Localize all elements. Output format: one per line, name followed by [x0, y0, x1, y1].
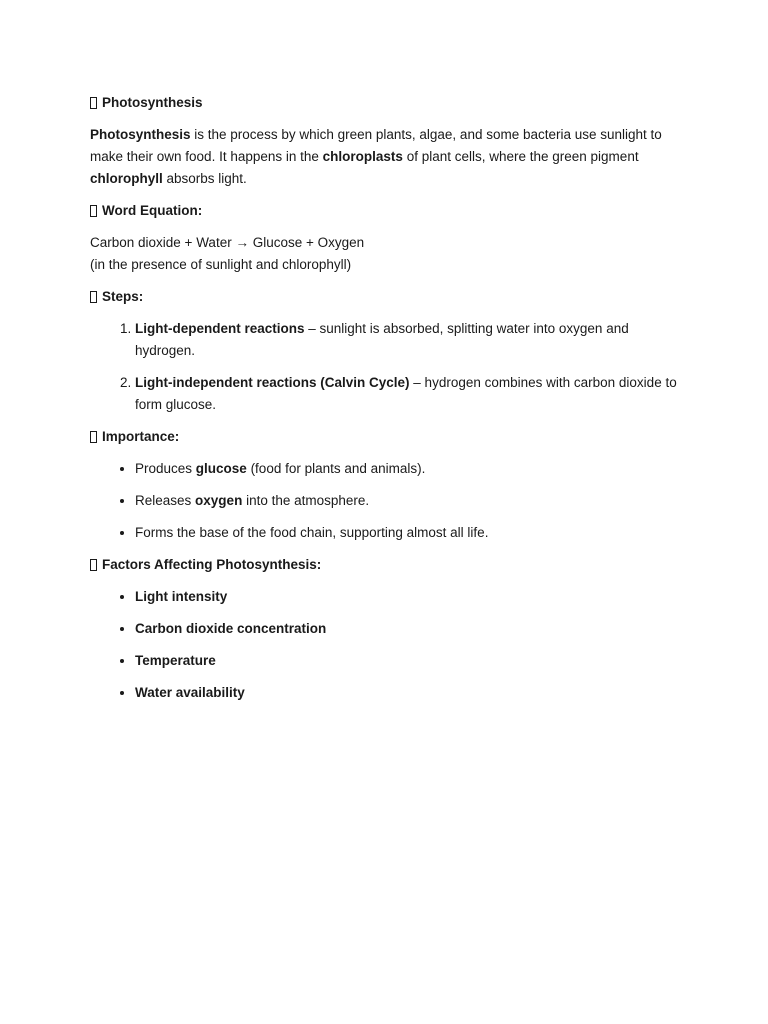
list-item: • Temperature	[135, 650, 678, 672]
intro-text-3: absorbs light.	[162, 171, 247, 186]
step-term: Light-independent reactions (Calvin Cycle)	[135, 375, 410, 390]
placeholder-glyph-icon	[90, 97, 97, 109]
word-equation-line: Carbon dioxide + Water → Glucose + Oxygen	[90, 235, 365, 250]
step-text: – hydrogen combines with carbon dioxide to form glucose.	[135, 375, 677, 412]
list-item	[135, 522, 678, 544]
word-equation-heading-text: Word Equation:	[102, 203, 203, 218]
document-title-text: Photosynthesis	[102, 95, 203, 110]
placeholder-glyph-icon	[90, 291, 97, 303]
item-text: (food for plants and animals).	[246, 461, 426, 476]
item-text: Produces	[135, 461, 196, 476]
word-equation-note: (in the presence of sunlight and chlorophyll)	[90, 257, 352, 272]
item-text: Forms the base of the food chain, supporting almost all life.	[135, 525, 489, 540]
list-item	[135, 490, 678, 512]
factors-heading	[90, 554, 678, 576]
factors-list	[90, 586, 678, 704]
document-title	[90, 92, 678, 114]
steps-heading-text: Steps:	[102, 289, 144, 304]
intro-chloroplasts: chloroplasts	[322, 149, 403, 164]
list-item	[135, 318, 678, 362]
steps-list	[90, 318, 678, 416]
list-item: • Carbon dioxide concentration	[135, 618, 678, 640]
list-item: • Water availability	[135, 682, 678, 704]
item-term: oxygen	[195, 493, 243, 508]
intro-text-1: is the process by which green plants, algae, and some bacteria use sunlight to make their own food. It happens in the	[90, 127, 662, 164]
factors-heading-text: Factors Affecting Photosynthesis:	[102, 557, 322, 572]
intro-paragraph	[90, 124, 678, 190]
intro-term: Photosynthesis	[90, 127, 191, 142]
importance-list	[90, 458, 678, 544]
placeholder-glyph-icon	[90, 431, 97, 443]
importance-heading-text: Importance:	[102, 429, 180, 444]
item-text: Releases	[135, 493, 196, 508]
list-item: • Light intensity	[135, 586, 678, 608]
placeholder-glyph-icon	[90, 205, 97, 217]
step-term: Light-dependent reactions	[135, 321, 305, 336]
step-text: – sunlight is absorbed, splitting water into oxygen and hydrogen.	[135, 321, 629, 358]
intro-text-2: of plant cells, where the green pigment	[402, 149, 639, 164]
word-equation-heading	[90, 200, 678, 222]
list-item	[135, 372, 678, 416]
word-equation-block	[90, 232, 678, 276]
item-term: glucose	[195, 461, 247, 476]
importance-heading	[90, 426, 678, 448]
steps-heading	[90, 286, 678, 308]
intro-chlorophyll: chlorophyll	[90, 171, 163, 186]
item-text: into the atmosphere.	[242, 493, 370, 508]
placeholder-glyph-icon	[90, 559, 97, 571]
list-item	[135, 458, 678, 480]
